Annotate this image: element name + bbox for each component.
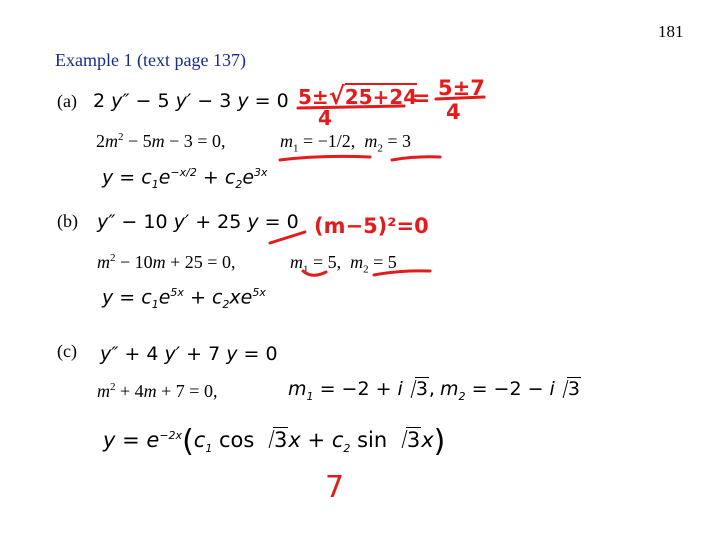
- handwritten-result-numerator: 5±7: [438, 76, 485, 100]
- fraction-bar-right: [436, 97, 484, 99]
- handwritten-result-denominator: 4: [446, 100, 461, 124]
- arrow-stroke: [270, 232, 305, 243]
- handwritten-factored-form: (m−5)²=0: [314, 214, 429, 238]
- underline-root-2: [392, 157, 440, 160]
- underline-root-1: [280, 156, 370, 160]
- part-b-roots: $m_1 = 5$, $m_2 = 5$: [290, 252, 397, 276]
- part-c-ode: y″ + 4 y′ + 7 y = 0: [100, 343, 278, 365]
- part-b-characteristic-equation: $m^2 - 10m + 25 = 0$,: [97, 252, 236, 272]
- underline-b-root-1: [303, 271, 326, 275]
- fraction-bar-left: [298, 106, 404, 108]
- handwritten-equals: =: [412, 86, 431, 111]
- example-title: Example 1 (text page 137): [55, 50, 246, 70]
- part-a-roots: $m_1 = -1/2$, $m_2 = 3$: [280, 131, 411, 155]
- part-a-label: (a): [57, 91, 77, 111]
- part-c-solution: $y = e^{-2x}(c_1$ $\cos 3x + c_2$ sin 3x): [103, 424, 446, 459]
- part-a-solution: $y = c_1e^{-x/2} + c_2e^{3x}$: [102, 166, 268, 192]
- handwritten-quadratic-denominator: 4: [318, 106, 332, 130]
- part-a-ode: 2 y″ − 5 y′ − 3 y = 0: [93, 90, 289, 112]
- part-b-label: (b): [57, 211, 78, 231]
- part-c-label: (c): [57, 341, 77, 361]
- part-c-root-1: $m_1 = -2 + i$ 3,: [288, 378, 435, 403]
- page-number: 181: [658, 22, 684, 41]
- part-b-solution: $y = c_1e^{5x} + c_2xe^{5x}$: [102, 286, 266, 312]
- part-b-ode: y″ − 10 y′ + 25 y = 0: [97, 211, 299, 233]
- part-c-root-2: $m_2 = -2 - i$ 3: [440, 378, 580, 403]
- underline-b-root-2: [374, 271, 430, 275]
- handwritten-note-seven: 7: [325, 470, 345, 505]
- part-a-characteristic-equation: $2m^2 - 5m - 3 = 0$,: [96, 131, 226, 151]
- handwritten-quadratic-numerator: 5±√25+24: [298, 82, 418, 110]
- part-c-characteristic-equation: $m^2 + 4m + 7 = 0$,: [97, 381, 218, 401]
